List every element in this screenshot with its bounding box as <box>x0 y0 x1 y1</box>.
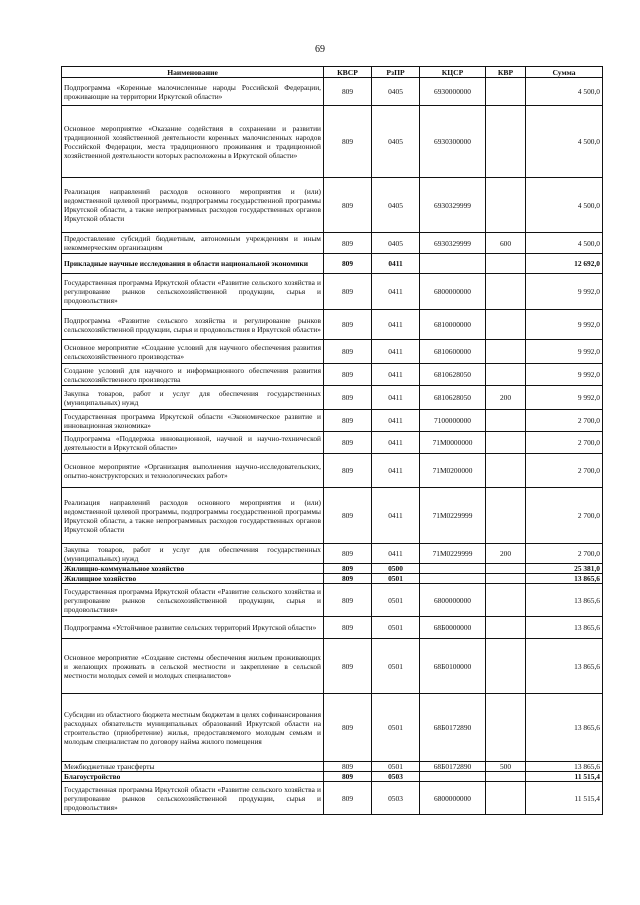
table-row <box>62 432 603 454</box>
cell-sum: 25 381,0 <box>526 564 603 574</box>
cell-rzpr: 0503 <box>372 782 420 815</box>
cell-name: Благоустройство <box>62 772 324 782</box>
cell-sum: 9 992,0 <box>526 274 603 310</box>
cell-kvsr: 809 <box>324 364 372 386</box>
header-kvsr: КВСР <box>324 67 372 78</box>
cell-name: Подпрограмма «Устойчивое развитие сельских территорий Иркутской области» <box>62 617 324 639</box>
table-row <box>62 233 603 254</box>
cell-rzpr: 0411 <box>372 340 420 364</box>
cell-name: Государственная программа Иркутской области «Развитие сельского хозяйства и регулирование рынков сельскохозяйственной продукции, сырья и продовольствия» <box>62 782 324 815</box>
cell-name: Основное мероприятие «Создание системы обеспечения жильем проживающих и желающих проживать в сельской местности и закрепление в сельской местности молодых семей и молодых специалистов» <box>62 639 324 694</box>
cell-sum: 12 692,0 <box>526 254 603 274</box>
table-row <box>62 762 603 772</box>
table-row <box>62 782 603 815</box>
cell-kvr <box>486 78 526 106</box>
cell-name: Основное мероприятие «Организация выполнения научно-исследовательских, опытно-конструкторских и технологических работ» <box>62 454 324 488</box>
cell-kvr <box>486 310 526 340</box>
cell-kcsr: 71М0200000 <box>420 454 486 488</box>
cell-kvsr: 809 <box>324 310 372 340</box>
cell-kcsr <box>420 564 486 574</box>
cell-kvr <box>486 782 526 815</box>
cell-sum: 4 500,0 <box>526 178 603 233</box>
cell-kvsr: 809 <box>324 762 372 772</box>
table-row <box>62 564 603 574</box>
cell-rzpr: 0411 <box>372 432 420 454</box>
table-row <box>62 584 603 617</box>
cell-sum: 2 700,0 <box>526 454 603 488</box>
cell-kvr <box>486 178 526 233</box>
cell-rzpr: 0405 <box>372 233 420 254</box>
cell-rzpr: 0405 <box>372 178 420 233</box>
cell-kcsr: 7100000000 <box>420 410 486 432</box>
cell-kcsr: 71М0229999 <box>420 544 486 564</box>
cell-kvsr: 809 <box>324 78 372 106</box>
cell-kvsr: 809 <box>324 564 372 574</box>
cell-kvsr: 809 <box>324 106 372 178</box>
cell-kvsr: 809 <box>324 454 372 488</box>
cell-kcsr: 6930329999 <box>420 233 486 254</box>
cell-kcsr: 68Б0172890 <box>420 694 486 762</box>
cell-kvsr: 809 <box>324 432 372 454</box>
cell-kvr <box>486 694 526 762</box>
cell-sum: 2 700,0 <box>526 410 603 432</box>
table-row <box>62 574 603 584</box>
cell-name: Основное мероприятие «Оказание содействия в сохранении и развитии традиционной хозяйственной деятельности коренных малочисленных народов Российской Федерации, места традиционного проживания и традиционной хозяйственной деятельности которых расположены в Иркутской области» <box>62 106 324 178</box>
budget-table <box>61 66 603 815</box>
table-row <box>62 694 603 762</box>
cell-kvsr: 809 <box>324 233 372 254</box>
cell-name: Предоставление субсидий бюджетным, автономным учреждениям и иным некоммерческим организациям <box>62 233 324 254</box>
cell-kvsr: 809 <box>324 386 372 410</box>
cell-kvr <box>486 254 526 274</box>
cell-kvsr: 809 <box>324 639 372 694</box>
cell-kvsr: 809 <box>324 410 372 432</box>
cell-sum: 2 700,0 <box>526 544 603 564</box>
table-row <box>62 386 603 410</box>
cell-rzpr: 0405 <box>372 106 420 178</box>
cell-kcsr: 6810628050 <box>420 364 486 386</box>
cell-kcsr: 6810000000 <box>420 310 486 340</box>
table-row <box>62 639 603 694</box>
cell-name: Государственная программа Иркутской области «Развитие сельского хозяйства и регулирование рынков сельскохозяйственной продукции, сырья и продовольствия» <box>62 274 324 310</box>
cell-name: Прикладные научные исследования в области национальной экономики <box>62 254 324 274</box>
cell-kvsr: 809 <box>324 340 372 364</box>
cell-kvsr: 809 <box>324 617 372 639</box>
cell-rzpr: 0501 <box>372 584 420 617</box>
cell-kcsr: 6810628050 <box>420 386 486 410</box>
cell-name: Подпрограмма «Поддержка инновационной, научной и научно-технической деятельности в Иркутской области» <box>62 432 324 454</box>
cell-kcsr: 6930329999 <box>420 178 486 233</box>
cell-kvr <box>486 106 526 178</box>
cell-sum: 2 700,0 <box>526 488 603 544</box>
table-row <box>62 454 603 488</box>
cell-kvsr: 809 <box>324 254 372 274</box>
cell-sum: 2 700,0 <box>526 432 603 454</box>
cell-kvr: 600 <box>486 233 526 254</box>
cell-sum: 9 992,0 <box>526 386 603 410</box>
cell-rzpr: 0501 <box>372 694 420 762</box>
cell-kcsr <box>420 254 486 274</box>
cell-rzpr: 0411 <box>372 364 420 386</box>
cell-kvr <box>486 639 526 694</box>
cell-sum: 11 515,4 <box>526 772 603 782</box>
cell-kvr <box>486 574 526 584</box>
cell-sum: 13 865,6 <box>526 694 603 762</box>
cell-name: Основное мероприятие «Создание условий для научного обеспечения развития сельскохозяйственного производства» <box>62 340 324 364</box>
cell-rzpr: 0411 <box>372 274 420 310</box>
cell-kvr <box>486 364 526 386</box>
cell-name: Создание условий для научного и информационного обеспечения развития сельскохозяйственного производства <box>62 364 324 386</box>
cell-kcsr: 71М0229999 <box>420 488 486 544</box>
cell-sum: 13 865,6 <box>526 639 603 694</box>
table-row <box>62 617 603 639</box>
cell-name: Жилищно-коммунальное хозяйство <box>62 564 324 574</box>
cell-kcsr <box>420 772 486 782</box>
cell-sum: 13 865,6 <box>526 617 603 639</box>
cell-name: Закупка товаров, работ и услуг для обеспечения государственных (муниципальных) нужд <box>62 386 324 410</box>
cell-kvr <box>486 584 526 617</box>
header-name: Наименование <box>62 67 324 78</box>
cell-name: Жилищное хозяйство <box>62 574 324 584</box>
cell-sum: 13 865,6 <box>526 574 603 584</box>
cell-kcsr: 71М0000000 <box>420 432 486 454</box>
cell-kcsr <box>420 574 486 584</box>
cell-kvr <box>486 274 526 310</box>
cell-kvr <box>486 432 526 454</box>
cell-kcsr: 68Б0100000 <box>420 639 486 694</box>
cell-rzpr: 0411 <box>372 488 420 544</box>
cell-rzpr: 0500 <box>372 564 420 574</box>
cell-rzpr: 0501 <box>372 639 420 694</box>
table-header-row <box>62 67 603 78</box>
cell-kvsr: 809 <box>324 782 372 815</box>
cell-sum: 9 992,0 <box>526 364 603 386</box>
cell-kcsr: 6800000000 <box>420 274 486 310</box>
cell-kcsr: 6930000000 <box>420 78 486 106</box>
header-rzpr: РзПР <box>372 67 420 78</box>
cell-rzpr: 0411 <box>372 410 420 432</box>
cell-rzpr: 0411 <box>372 544 420 564</box>
table-row <box>62 254 603 274</box>
cell-kcsr: 6800000000 <box>420 782 486 815</box>
cell-rzpr: 0501 <box>372 762 420 772</box>
cell-kvsr: 809 <box>324 178 372 233</box>
cell-sum: 4 500,0 <box>526 78 603 106</box>
header-sum: Сумма <box>526 67 603 78</box>
cell-rzpr: 0411 <box>372 386 420 410</box>
cell-kcsr: 6930300000 <box>420 106 486 178</box>
table-row <box>62 340 603 364</box>
cell-rzpr: 0411 <box>372 310 420 340</box>
cell-name: Реализация направлений расходов основного мероприятия и (или) ведомственной целевой программы, подпрограммы государственной программы Иркутской области, а также непрограммных расходов государственных органов Иркутской области <box>62 488 324 544</box>
cell-name: Закупка товаров, работ и услуг для обеспечения государственных (муниципальных) нужд <box>62 544 324 564</box>
cell-name: Государственная программа Иркутской области «Развитие сельского хозяйства и регулирование рынков сельскохозяйственной продукции, сырья и продовольствия» <box>62 584 324 617</box>
table-row <box>62 78 603 106</box>
cell-name: Государственная программа Иркутской области «Экономическое развитие и инновационная экономика» <box>62 410 324 432</box>
cell-kvsr: 809 <box>324 488 372 544</box>
cell-kcsr: 68Б0000000 <box>420 617 486 639</box>
table-row <box>62 410 603 432</box>
cell-kvr <box>486 454 526 488</box>
cell-rzpr: 0501 <box>372 617 420 639</box>
cell-name: Подпрограмма «Развитие сельского хозяйства и регулирование рынков сельскохозяйственной продукции, сырья и продовольствия в Иркутской области» <box>62 310 324 340</box>
cell-kvr <box>486 340 526 364</box>
cell-kvr <box>486 617 526 639</box>
cell-sum: 9 992,0 <box>526 340 603 364</box>
table-row <box>62 178 603 233</box>
table-row <box>62 310 603 340</box>
cell-kvsr: 809 <box>324 694 372 762</box>
cell-sum: 13 865,6 <box>526 762 603 772</box>
page-number: 69 <box>315 44 325 55</box>
cell-rzpr: 0501 <box>372 574 420 584</box>
cell-sum: 4 500,0 <box>526 233 603 254</box>
cell-kvr <box>486 488 526 544</box>
cell-name: Субсидии из областного бюджета местным бюджетам в целях софинансирования расходных обязательств муниципальных образований Иркутской области на строительство (приобретение) жилья, предоставляемого молодым семьям и молодым специалистам по договору найма жилого помещения <box>62 694 324 762</box>
cell-name: Подпрограмма «Коренные малочисленные народы Российской Федерации, проживающие на территории Иркутской области» <box>62 78 324 106</box>
cell-kvsr: 809 <box>324 544 372 564</box>
table-row <box>62 544 603 564</box>
table-row <box>62 106 603 178</box>
cell-sum: 9 992,0 <box>526 310 603 340</box>
cell-kvr: 500 <box>486 762 526 772</box>
table-row <box>62 488 603 544</box>
cell-kvr <box>486 410 526 432</box>
cell-name: Реализация направлений расходов основного мероприятия и (или) ведомственной целевой программы, подпрограммы государственной программы Иркутской области, а также непрограммных расходов государственных органов Иркутской области <box>62 178 324 233</box>
cell-kvsr: 809 <box>324 584 372 617</box>
cell-rzpr: 0503 <box>372 772 420 782</box>
cell-kvr: 200 <box>486 544 526 564</box>
header-kcsr: КЦСР <box>420 67 486 78</box>
cell-kcsr: 6810600000 <box>420 340 486 364</box>
cell-kvsr: 809 <box>324 274 372 310</box>
table-row <box>62 364 603 386</box>
cell-name: Межбюджетные трансферты <box>62 762 324 772</box>
table-row <box>62 772 603 782</box>
cell-rzpr: 0411 <box>372 254 420 274</box>
cell-kvr: 200 <box>486 386 526 410</box>
cell-rzpr: 0411 <box>372 454 420 488</box>
cell-kvsr: 809 <box>324 772 372 782</box>
cell-sum: 11 515,4 <box>526 782 603 815</box>
cell-rzpr: 0405 <box>372 78 420 106</box>
cell-kvsr: 809 <box>324 574 372 584</box>
cell-kcsr: 68Б0172890 <box>420 762 486 772</box>
table-row <box>62 274 603 310</box>
cell-kvr <box>486 564 526 574</box>
cell-sum: 4 500,0 <box>526 106 603 178</box>
header-kvr: КВР <box>486 67 526 78</box>
cell-kvr <box>486 772 526 782</box>
cell-kcsr: 6800000000 <box>420 584 486 617</box>
cell-sum: 13 865,6 <box>526 584 603 617</box>
